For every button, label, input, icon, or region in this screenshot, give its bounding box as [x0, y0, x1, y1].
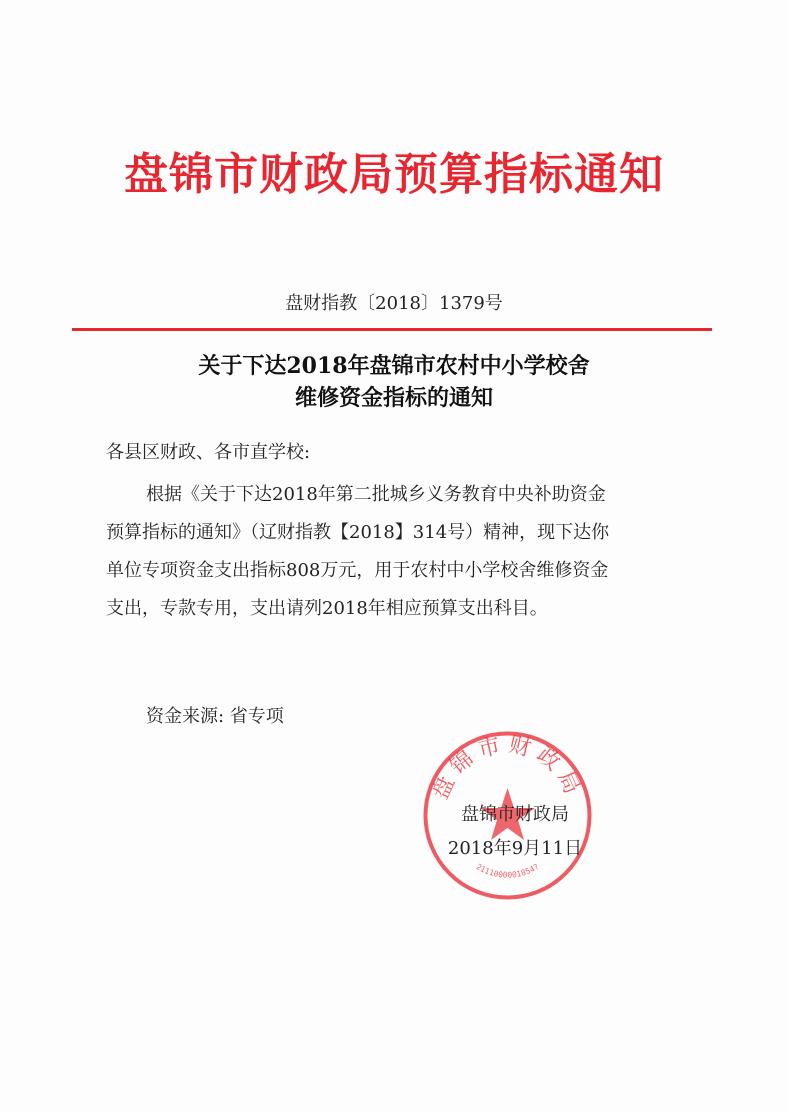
- subject-line-1: 关于下达2018年盘锦市农村中小学校舍: [198, 353, 590, 379]
- seal-code: 2111000001854?: [474, 862, 541, 880]
- header-divider: [72, 328, 712, 331]
- seal-text: 盘锦市财政局: [428, 732, 587, 804]
- body-line: 支出，专款专用，支出请列2018年相应预算支出科目。: [106, 598, 548, 619]
- document-number: 盘财指教〔2018〕1379号: [285, 293, 503, 314]
- body-line: 预算指标的通知》（辽财指教【2018】314号）精神，现下达你: [106, 522, 610, 543]
- fund-source: 资金来源: 省专项: [146, 706, 284, 727]
- signature-issuer: 盘锦市财政局: [461, 804, 569, 825]
- body-line: 单位专项资金支出指标808万元，用于农村中小学校舍维修资金: [106, 560, 609, 581]
- addressee: 各县区财政、各市直学校:: [106, 442, 311, 463]
- document-subject: [0, 350, 788, 414]
- signature-block: [440, 798, 590, 866]
- signature-date: 2018年9月11日: [447, 838, 583, 859]
- body-line: 根据《关于下达2018年第二批城乡义务教育中央补助资金: [146, 484, 606, 505]
- document-header-title: 盘锦市财政局预算指标通知: [124, 149, 664, 200]
- subject-line-2: 维修资金指标的通知: [294, 385, 493, 411]
- body-paragraph: [106, 476, 686, 628]
